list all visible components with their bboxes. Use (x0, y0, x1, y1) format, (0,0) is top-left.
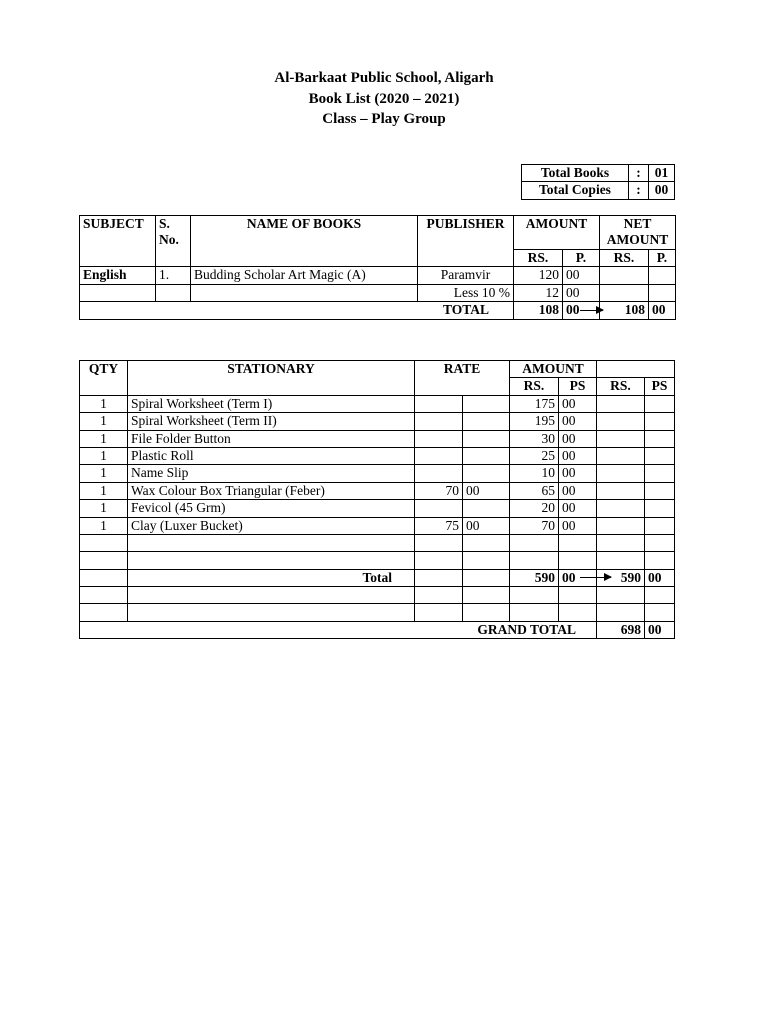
discount-row (80, 284, 676, 301)
blank-row (80, 604, 675, 621)
stationary-total-rs: 590 (510, 569, 559, 586)
empty-cell (463, 569, 510, 586)
item-name: Name Slip (128, 465, 415, 482)
item-amount-rs: 195 (510, 413, 559, 430)
item-amount-rs: 30 (510, 430, 559, 447)
total-books-label: Total Books (522, 165, 629, 182)
item-rate-rs: 70 (415, 482, 463, 499)
empty-cell (597, 413, 645, 430)
book-subject: English (80, 267, 156, 284)
item-amount-rs: 175 (510, 395, 559, 412)
item-qty: 1 (80, 413, 128, 430)
item-rate-rs: 75 (415, 517, 463, 534)
empty-cell (645, 482, 675, 499)
books-total-label: TOTAL (80, 302, 514, 319)
item-qty: 1 (80, 395, 128, 412)
empty-cell (649, 267, 676, 284)
item-name: File Folder Button (128, 430, 415, 447)
item-rate-rs (415, 447, 463, 464)
item-amount-rs: 20 (510, 500, 559, 517)
empty-cell (645, 430, 675, 447)
empty-cell (80, 284, 156, 301)
item-amount-rs: 10 (510, 465, 559, 482)
stationary-item-row (80, 430, 675, 447)
empty-cell (597, 447, 645, 464)
empty-cell (600, 284, 649, 301)
empty-cell (645, 447, 675, 464)
item-name: Fevicol (45 Grm) (128, 500, 415, 517)
empty-cell (597, 361, 675, 378)
stationary-table (79, 360, 675, 639)
blank-row (80, 552, 675, 569)
book-name-header: NAME OF BOOKS (191, 216, 418, 267)
total-copies-label: Total Copies (522, 182, 629, 199)
publisher-header: PUBLISHER (418, 216, 514, 267)
item-name: Plastic Roll (128, 447, 415, 464)
item-amount-rs: 25 (510, 447, 559, 464)
book-serial: 1. (156, 267, 191, 284)
empty-cell (645, 395, 675, 412)
stationary-net-total-ps: 00 (645, 569, 675, 586)
item-name: Wax Colour Box Triangular (Feber) (128, 482, 415, 499)
stationary-item-row (80, 413, 675, 430)
separator: : (629, 165, 649, 182)
empty-cell (597, 395, 645, 412)
stationary-item-row (80, 517, 675, 534)
rate-header: RATE (415, 361, 510, 396)
item-qty: 1 (80, 430, 128, 447)
grand-total-ps: 00 (645, 621, 675, 638)
net-p-header: P. (649, 250, 676, 267)
item-amount-ps: 00 (559, 482, 597, 499)
item-name: Spiral Worksheet (Term II) (128, 413, 415, 430)
stationary-header: STATIONARY (128, 361, 415, 396)
book-rs: 120 (514, 267, 563, 284)
empty-cell (597, 465, 645, 482)
item-rate-ps (463, 447, 510, 464)
stationary-item-row (80, 395, 675, 412)
book-publisher: Paramvir (418, 267, 514, 284)
book-name: Budding Scholar Art Magic (A) (191, 267, 418, 284)
net-amount-header: NET AMOUNT (600, 216, 676, 250)
amount-header: AMOUNT (514, 216, 600, 250)
empty-cell (597, 430, 645, 447)
subject-header: SUBJECT (80, 216, 156, 267)
stationary-total-label: Total (128, 569, 415, 586)
item-amount-ps: 00 (559, 447, 597, 464)
amount-ps-header: PS (559, 378, 597, 395)
discount-p: 00 (563, 284, 600, 301)
stationary-header-row (80, 361, 675, 378)
stationary-total-arrow-icon (580, 577, 611, 578)
empty-cell (645, 413, 675, 430)
grand-total-rs: 698 (597, 621, 645, 638)
item-amount-ps: 00 (559, 413, 597, 430)
item-rate-rs (415, 465, 463, 482)
empty-cell (600, 267, 649, 284)
class-title: Class – Play Group (322, 111, 446, 127)
stationary-item-row (80, 465, 675, 482)
item-rate-ps (463, 430, 510, 447)
amount-rs-header: RS. (510, 378, 559, 395)
item-qty: 1 (80, 465, 128, 482)
item-amount-rs: 65 (510, 482, 559, 499)
book-list-title: Book List (2020 – 2021) (308, 90, 460, 107)
blank-row (80, 587, 675, 604)
item-rate-rs (415, 500, 463, 517)
stationary-net-total-rs: 590 (597, 569, 645, 586)
item-amount-ps: 00 (559, 465, 597, 482)
item-amount-ps: 00 (559, 430, 597, 447)
item-amount-ps: 00 (559, 395, 597, 412)
item-rate-ps (463, 500, 510, 517)
item-rate-ps (463, 413, 510, 430)
item-amount-ps: 00 (559, 517, 597, 534)
item-rate-rs (415, 413, 463, 430)
total-books-value: 01 (649, 165, 675, 182)
amount-p-header: P. (563, 250, 600, 267)
net-ps-header: PS (645, 378, 675, 395)
separator: : (629, 182, 649, 199)
item-rate-rs (415, 430, 463, 447)
stationary-item-row (80, 482, 675, 499)
empty-cell (597, 482, 645, 499)
item-amount-ps: 00 (559, 500, 597, 517)
amount-header: AMOUNT (510, 361, 597, 378)
books-header-row (80, 216, 676, 250)
books-net-total-rs: 108 (600, 302, 649, 319)
empty-cell (597, 500, 645, 517)
item-name: Spiral Worksheet (Term I) (128, 395, 415, 412)
item-amount-rs: 70 (510, 517, 559, 534)
total-copies-value: 00 (649, 182, 675, 199)
empty-cell (645, 517, 675, 534)
school-name: Al-Barkaat Public School, Aligarh (274, 70, 494, 86)
blank-row (80, 534, 675, 551)
books-total-arrow-icon (580, 310, 603, 311)
total-copies-row (522, 182, 675, 199)
net-rs-header: RS. (600, 250, 649, 267)
amount-rs-header: RS. (514, 250, 563, 267)
books-total-rs: 108 (514, 302, 563, 319)
grand-total-label: GRAND TOTAL (80, 621, 597, 638)
item-rate-ps: 00 (463, 482, 510, 499)
stationary-item-row (80, 500, 675, 517)
empty-cell (645, 500, 675, 517)
item-rate-ps: 00 (463, 517, 510, 534)
books-table (79, 215, 676, 320)
stationary-total-ps: 00 (559, 569, 597, 586)
empty-cell (80, 569, 128, 586)
total-books-row (522, 165, 675, 182)
empty-cell (649, 284, 676, 301)
empty-cell (645, 465, 675, 482)
stationary-rows (80, 395, 675, 534)
item-rate-ps (463, 395, 510, 412)
book-row (80, 267, 676, 284)
item-qty: 1 (80, 500, 128, 517)
item-rate-ps (463, 465, 510, 482)
document-header (0, 68, 768, 130)
serial-no-header: S. No. (156, 216, 191, 267)
item-rate-rs (415, 395, 463, 412)
empty-cell (597, 517, 645, 534)
empty-cell (191, 284, 418, 301)
totals-summary-table (521, 164, 675, 200)
grand-total-row (80, 621, 675, 638)
qty-header: QTY (80, 361, 128, 396)
empty-cell (156, 284, 191, 301)
books-net-total-p: 00 (649, 302, 676, 319)
stationary-item-row (80, 447, 675, 464)
empty-cell (415, 569, 463, 586)
item-name: Clay (Luxer Bucket) (128, 517, 415, 534)
item-qty: 1 (80, 482, 128, 499)
discount-rs: 12 (514, 284, 563, 301)
item-qty: 1 (80, 517, 128, 534)
item-qty: 1 (80, 447, 128, 464)
book-p: 00 (563, 267, 600, 284)
discount-label: Less 10 % (418, 284, 514, 301)
net-rs-header: RS. (597, 378, 645, 395)
books-total-p: 00 (563, 302, 600, 319)
